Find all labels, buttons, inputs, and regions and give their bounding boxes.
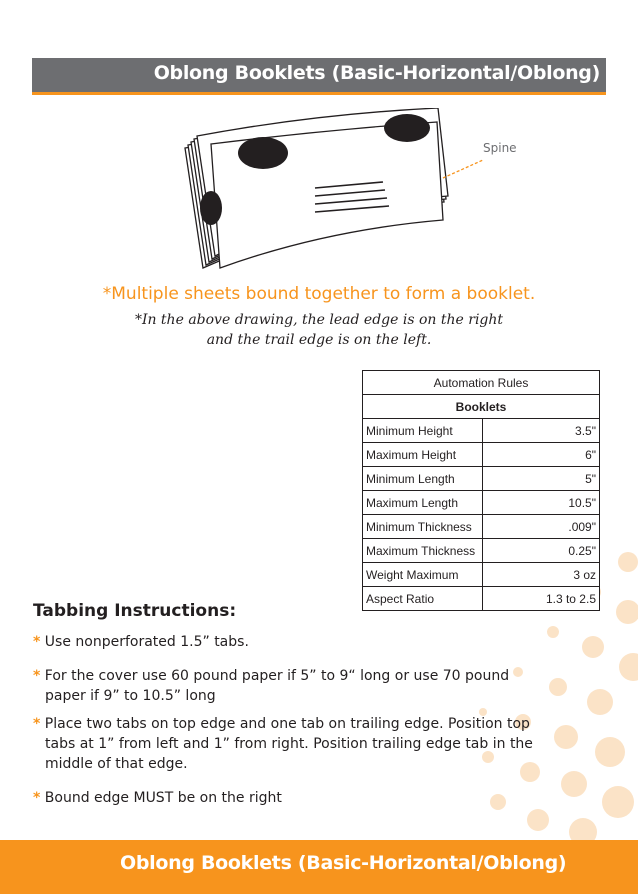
bullet-star: * — [33, 668, 41, 684]
table-row — [363, 587, 600, 611]
table-row — [363, 491, 600, 515]
row-label: Maximum Thickness — [363, 539, 483, 563]
instruction-item — [33, 632, 578, 652]
table-subtitle-row — [363, 395, 600, 419]
spine-label: Spine — [483, 141, 517, 155]
row-label: Minimum Height — [363, 419, 483, 443]
instruction-line: Bound edge MUST be on the right — [44, 790, 282, 806]
instruction-line: Place two tabs on top edge and one tab on trailing edge. Position top — [44, 716, 530, 732]
table-row — [363, 467, 600, 491]
automation-rules-table — [362, 370, 600, 611]
row-label: Minimum Thickness — [363, 515, 483, 539]
table-row — [363, 443, 600, 467]
row-label: Maximum Height — [363, 443, 483, 467]
booklet-illustration-icon — [175, 108, 535, 278]
instruction-line: paper if 9” to 10.5” long — [45, 688, 216, 704]
table-row — [363, 419, 600, 443]
bullet-star: * — [33, 634, 41, 650]
row-value: 3 oz — [483, 563, 600, 587]
tabbing-heading: Tabbing Instructions: — [33, 601, 237, 621]
row-label: Maximum Length — [363, 491, 483, 515]
page-title: Oblong Booklets (Basic-Horizontal/Oblong) — [153, 62, 600, 84]
caption-note-line1: *In the above drawing, the lead edge is on the right — [134, 312, 504, 328]
row-value: .009" — [483, 515, 600, 539]
table-subtitle: Booklets — [363, 395, 600, 419]
table-title: Automation Rules — [363, 371, 600, 395]
bullet-star: * — [33, 716, 41, 732]
instruction-item — [33, 666, 578, 706]
row-value: 10.5" — [483, 491, 600, 515]
row-label: Aspect Ratio — [363, 587, 483, 611]
row-value: 0.25" — [483, 539, 600, 563]
footer-bar — [0, 840, 638, 894]
instruction-line: For the cover use 60 pound paper if 5” to 9“ long or use 70 pound — [44, 668, 510, 684]
table-title-row — [363, 371, 600, 395]
caption-note-line2: and the trail edge is on the left. — [206, 332, 432, 348]
row-label: Minimum Length — [363, 467, 483, 491]
instruction-item — [33, 714, 578, 774]
instruction-item — [33, 788, 578, 808]
table-row — [363, 515, 600, 539]
row-value: 5" — [483, 467, 600, 491]
footer-title: Oblong Booklets (Basic-Horizontal/Oblong) — [120, 852, 567, 874]
instruction-line: Use nonperforated 1.5” tabs. — [44, 634, 249, 650]
table-row — [363, 563, 600, 587]
header-bar — [32, 58, 606, 95]
row-value: 3.5" — [483, 419, 600, 443]
caption-main: *Multiple sheets bound together to form a booklet. — [102, 284, 536, 304]
row-value: 1.3 to 2.5 — [483, 587, 600, 611]
bullet-star: * — [33, 790, 41, 806]
row-label: Weight Maximum — [363, 563, 483, 587]
table-row — [363, 539, 600, 563]
instruction-line: tabs at 1” from left and 1” from right. Position trailing edge tab in the — [45, 736, 533, 752]
row-value: 6" — [483, 443, 600, 467]
instruction-line: middle of that edge. — [45, 756, 188, 772]
